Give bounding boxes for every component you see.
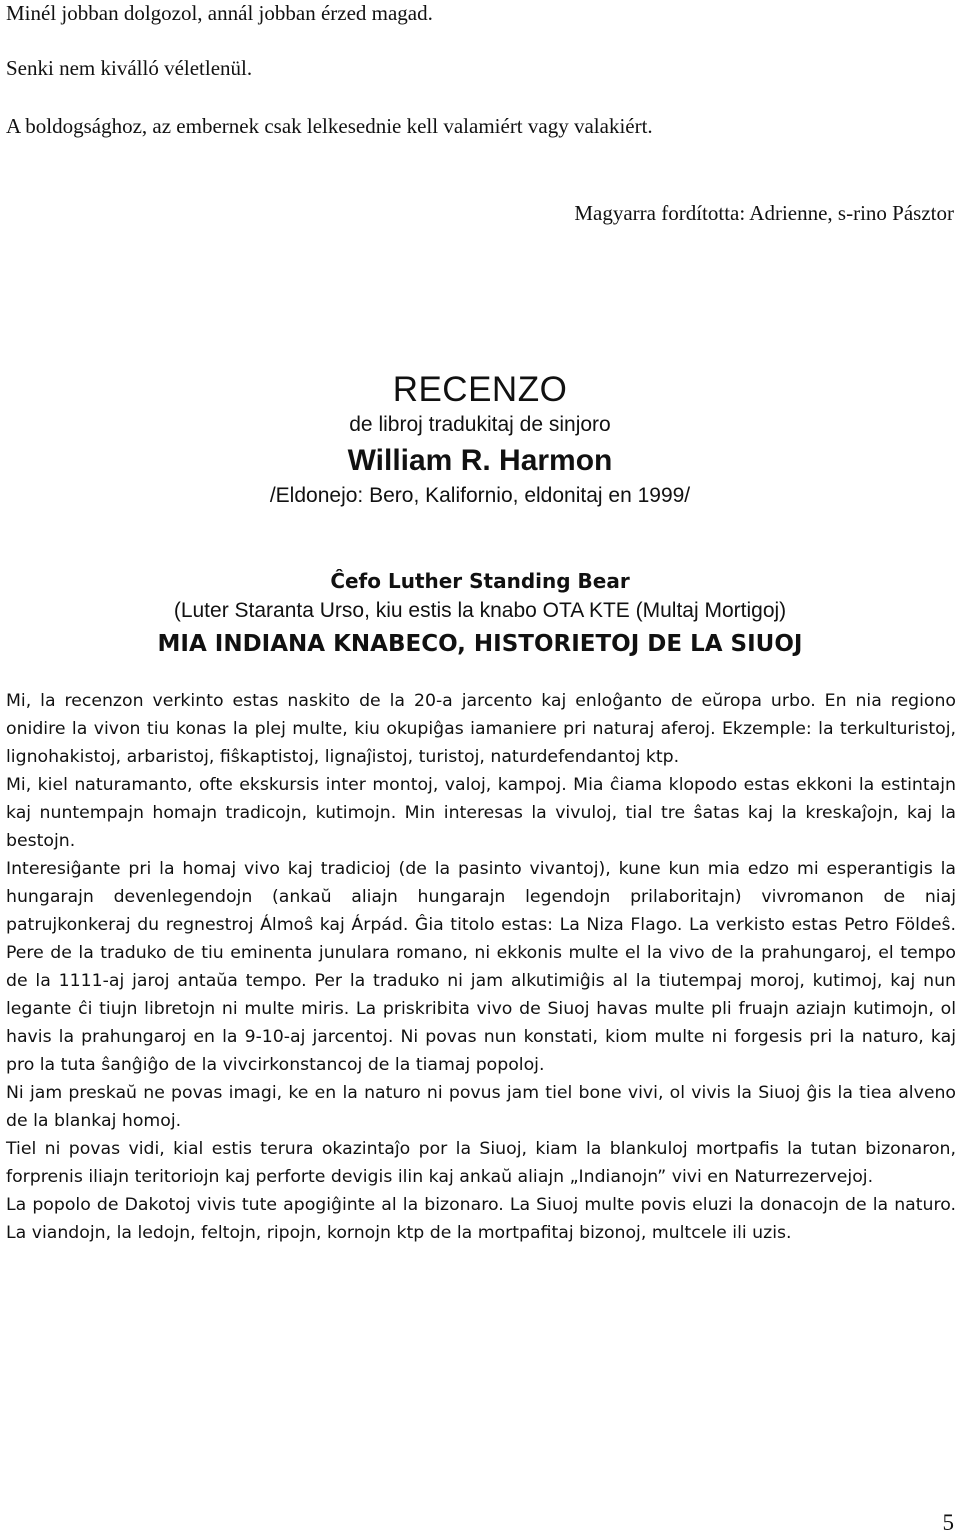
review-body xyxy=(6,687,956,1247)
body-paragraph: Mi, kiel naturamanto, ofte ekskursis inter montoj, valoj, kampoj. Mia ĉiama klopodo estas ekkoni la estintajn kaj nuntempajn homajn tradicojn, kutimojn. Min interesas la vivuloj, tial tre ŝatas kaj la kreskaĵojn, kaj la bestojn. xyxy=(6,775,956,851)
body-paragraph: Interesiĝante pri la homaj vivo kaj tradicioj (de la pasinto vivantoj), kune kun mia edzo mi esperantigis la hungarajn devenlegendojn (ankaŭ aliajn hungarajn legendojn prilaboritajn) vivromanon de niaj patrujkonkeraj du regnestroj Álmoŝ kaj Árpád. Ĝia titolo estas: La Niza Flago. La verkisto estas Petro Földeŝ. Pere de la traduko de tiu eminenta junulara romano, ni ekkonis multe el la vivo de la prahungaroj, el tempo de la 1111-aj jaroj antaŭa tempo. Per la traduko ni jam alkutimiĝis al la tiutempaj moroj, kutimoj, kaj nun legante ĉi tiujn libretojn ni multe miris. La priskribita vivo de Siuoj havas multe pli fruajn aziajn kutimojn, ol havis la prahungaroj en la 9-10-aj jarcentoj. Ni povas nun konstati, kiom multe ni forgesis pri la naturo, kaj pro la tuta ŝanĝiĝo de la vivcirkonstancoj de la tiamaj popoloj. xyxy=(6,859,956,1075)
quote-line-2: Senki nem kiválló véletlenül. xyxy=(6,56,253,80)
author-name: William R. Harmon xyxy=(347,444,613,477)
chief-name: Ĉefo Luther Standing Bear xyxy=(330,569,630,593)
review-subtitle: de libroj tradukitaj de sinjoro xyxy=(349,413,611,436)
quote-line-3: A boldogsághoz, az embernek csak lelkesednie kell valamiért vagy valakiért. xyxy=(6,114,653,138)
publisher-info: /Eldonejo: Bero, Kalifornio, eldonitaj en 1999/ xyxy=(269,484,691,507)
body-paragraph: La popolo de Dakotoj vivis tute apogiĝinte al la bizonaro. La Siuoj multe povis eluzi la donacojn de la naturo. La viandojn, la ledojn, feltojn, ripojn, kornojn ktp de la mortpafitaj bizonoj, multcele ili uzis. xyxy=(6,1195,956,1243)
body-paragraph: Mi, la recenzon verkinto estas naskito de la 20-a jarcento kaj enloĝanto de eŭropa urbo. En nia regiono onidire la vivon tiu konas la plej multe, kiu okupiĝas iamaniere pri naturaj aferoj. Ekzemple: la terkulturistoj, lignohakistoj, arbaristoj, fiŝkaptistoj, lignaĵistoj, turistoj, naturdefendantoj ktp. xyxy=(6,691,956,767)
body-paragraph: Ni jam preskaŭ ne povas imagi, ke en la naturo ni povus jam tiel bone vivi, ol vivis la Siuoj ĝis la tiea alveno de la blankaj homoj. xyxy=(6,1083,956,1131)
name-translation: (Luter Staranta Urso, kiu estis la knabo OTA KTE (Multaj Mortigoj) xyxy=(173,599,787,622)
book-title: MIA INDIANA KNABECO, HISTORIETOJ DE LA SIUOJ xyxy=(157,631,803,657)
page-number: 5 xyxy=(942,1510,954,1535)
quote-line-1: Minél jobban dolgozol, annál jobban érzed magad. xyxy=(6,1,433,25)
review-heading: RECENZO xyxy=(392,370,568,409)
body-paragraph: Tiel ni povas vidi, kial estis terura okazintaĵo por la Siuoj, kiam la blankuloj mortpafis la tutan bizonaron, forprenis iliajn teritoriojn kaj perforte devigis ilin kaj ankaŭ aliajn „Indianojn” vivi en Naturrezervejoj. xyxy=(6,1139,956,1187)
translator-credit: Magyarra fordította: Adrienne, s-rino Pásztor xyxy=(574,201,954,225)
